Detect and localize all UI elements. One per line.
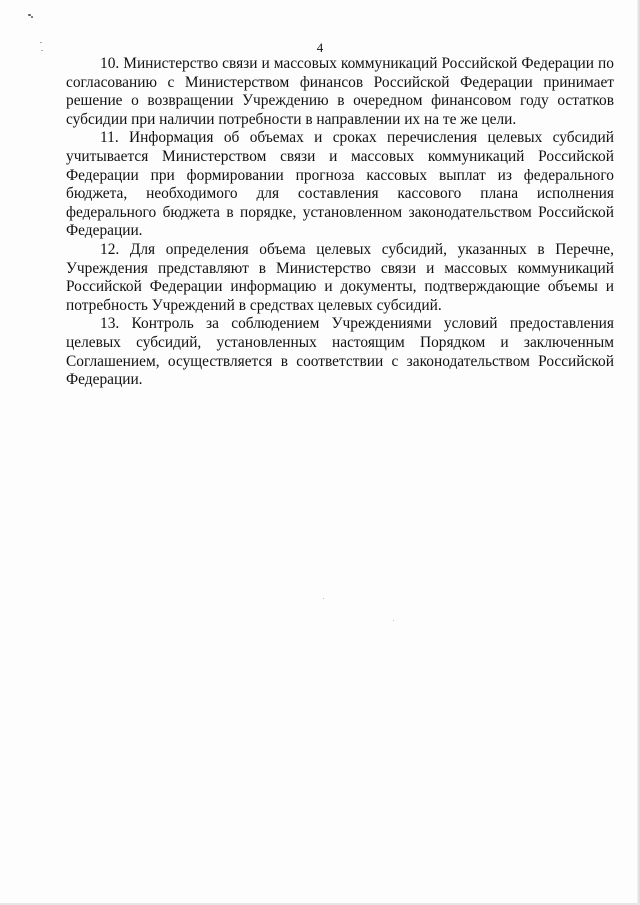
scan-speck — [393, 620, 394, 621]
paragraph-11: 11. Информация об объемах и сроках перечисления целевых субсидий учитывается Министерством связи и массовых коммуникаций Российской Федерации при формировании прогноза кассовых выплат из федерального бюджета, необходимого для составления кассового плана исполнения федерального бюджета в порядке, установленном законодательством Российской Федерации. — [66, 129, 614, 240]
scan-speck — [323, 598, 324, 599]
paragraph-10: 10. Министерство связи и массовых коммуникаций Российской Федерации по согласованию с Министерством финансов Российской Федерации принимает решение о возвращении Учреждению в очередном финансовом году остатков субсидии при наличии потребности в направлении их на те же цели. — [66, 55, 614, 128]
paragraph-13: 13. Контроль за соблюдением Учреждениями условий предоставления целевых субсидий, установленных настоящим Порядком и заключенным Соглашением, осуществляется в соответствии с законодательством Российской Федерации. — [66, 315, 614, 389]
scan-speck — [31, 16, 33, 18]
document-body — [66, 55, 614, 390]
page-number: 4 — [316, 40, 324, 55]
paragraph-12: 12. Для определения объема целевых субсидий, указанных в Перечне, Учреждения представляют в Министерство связи и массовых коммуникаций Российской Федерации информацию и документы, подтверждающие объемы и потребность Учреждений в средствах целевых субсидий. — [66, 240, 614, 314]
